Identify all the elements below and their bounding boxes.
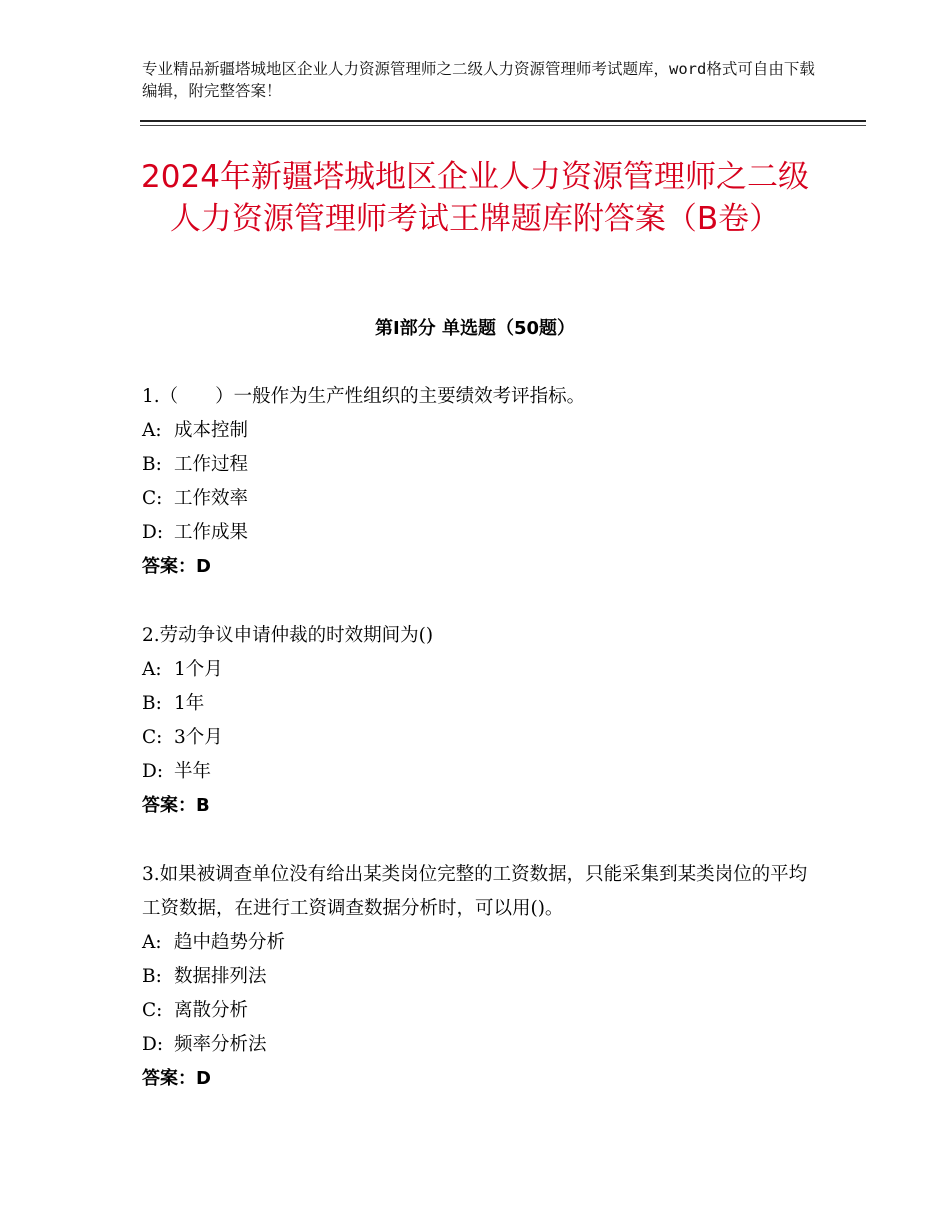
option-b (142, 448, 812, 482)
header-rule-thick (140, 120, 866, 122)
option-key: A: (142, 420, 162, 441)
option-key: A: (142, 659, 162, 680)
option-key: C: (142, 488, 163, 509)
option-key: A: (142, 932, 162, 953)
question-2 (142, 619, 812, 823)
option-a (142, 653, 812, 687)
option-text: 趋中趋势分析 (174, 932, 286, 953)
option-a (142, 414, 812, 448)
answer: 答案：D (142, 556, 211, 577)
option-c (142, 721, 812, 755)
section-title: 第Ⅰ部分 单选题（50题） (374, 318, 575, 339)
question-stem: 1.（ ）一般作为生产性组织的主要绩效考评指标。 (142, 386, 586, 407)
option-text: 成本控制 (174, 420, 249, 441)
option-c (142, 482, 812, 516)
header-note: 专业精品新疆塔城地区企业人力资源管理师之二级人力资源管理师考试题库，word格式可自由下载编辑，附完整答案！ (142, 60, 815, 100)
option-text: 频率分析法 (174, 1034, 267, 1055)
option-b (142, 687, 812, 721)
option-key: D: (142, 522, 164, 543)
option-d (142, 755, 812, 789)
question-list (142, 380, 812, 1131)
question-stem: 2.劳动争议申请仲裁的时效期间为() (142, 625, 434, 646)
option-key: C: (142, 727, 163, 748)
option-key: D: (142, 761, 164, 782)
option-key: B: (142, 966, 162, 987)
option-key: B: (142, 693, 162, 714)
option-key: C: (142, 1000, 163, 1021)
option-b (142, 960, 812, 994)
option-text: 1个月 (174, 659, 223, 680)
option-text: 1年 (174, 693, 205, 714)
option-text: 3个月 (174, 727, 223, 748)
option-text: 工作过程 (174, 454, 249, 475)
option-a (142, 926, 812, 960)
option-text: 离散分析 (174, 1000, 249, 1021)
option-text: 半年 (174, 761, 212, 782)
answer: 答案：D (142, 1068, 211, 1089)
document-title: 2024年新疆塔城地区企业人力资源管理师之二级人力资源管理师考试王牌题库附答案（B卷） (141, 159, 809, 237)
option-d (142, 516, 812, 550)
answer: 答案：B (142, 795, 210, 816)
question-1 (142, 380, 812, 584)
header-rule-thin (140, 125, 866, 126)
question-stem: 3.如果被调查单位没有给出某类岗位完整的工资数据，只能采集到某类岗位的平均工资数据，在进行工资调查数据分析时，可以用()。 (142, 864, 808, 919)
question-3 (142, 858, 812, 1096)
option-text: 工作效率 (174, 488, 249, 509)
option-text: 数据排列法 (174, 966, 267, 987)
option-c (142, 994, 812, 1028)
option-text: 工作成果 (174, 522, 249, 543)
option-d (142, 1028, 812, 1062)
option-key: B: (142, 454, 162, 475)
option-key: D: (142, 1034, 164, 1055)
